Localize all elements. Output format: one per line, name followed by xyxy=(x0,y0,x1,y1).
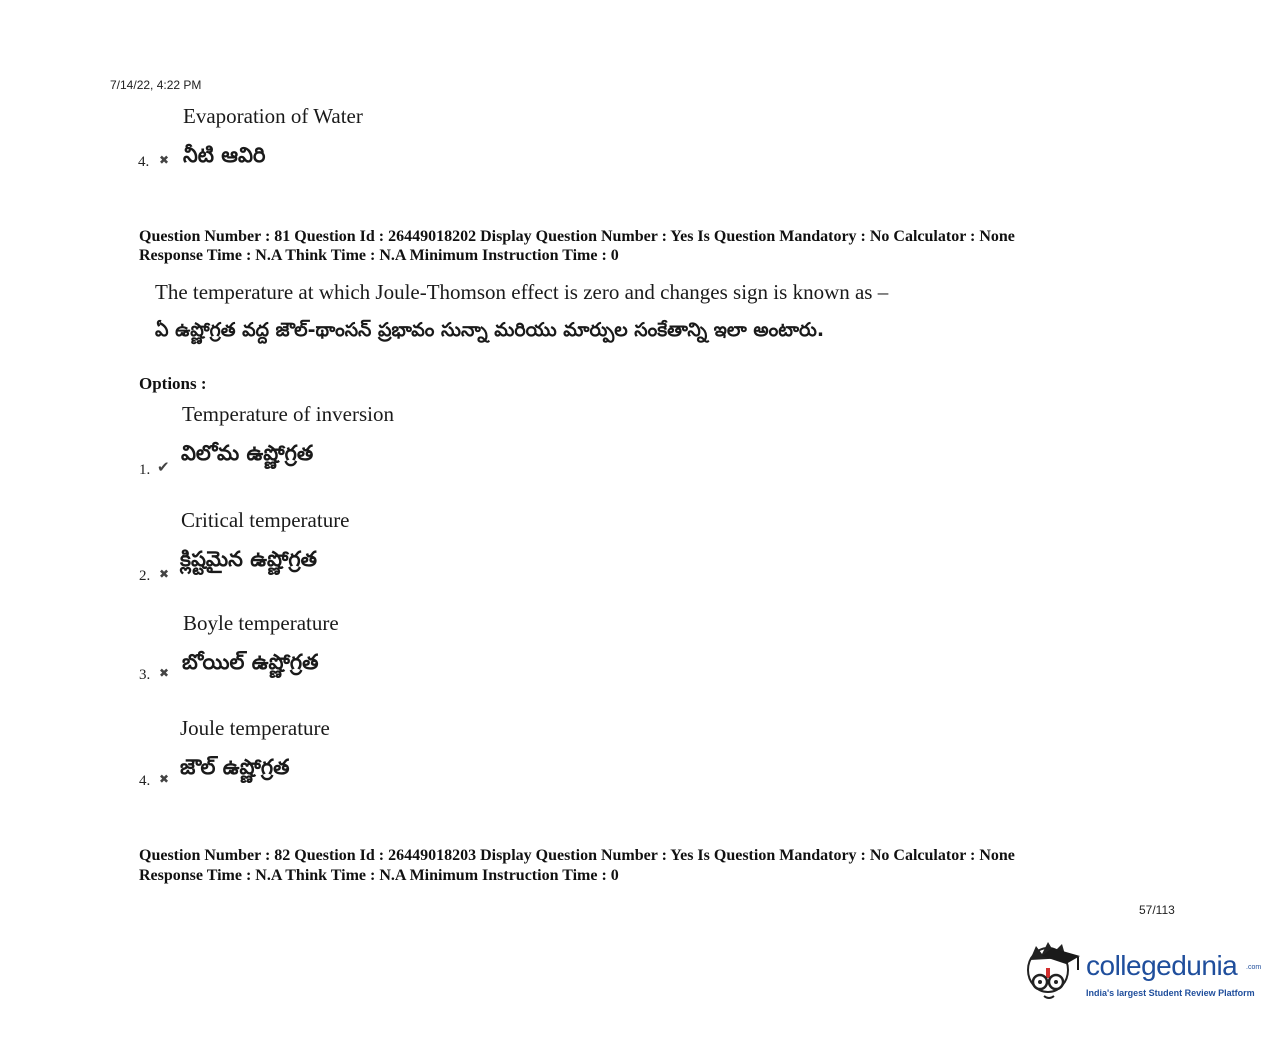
option-1-english: Temperature of inversion xyxy=(182,402,394,426)
logo-name: collegedunia xyxy=(1086,950,1238,981)
prev-option-4-english: Evaporation of Water xyxy=(183,104,363,128)
option-3-number: 3. xyxy=(139,667,151,683)
cross-icon: ✖ xyxy=(159,153,170,167)
option-4-english: Joule temperature xyxy=(180,716,330,740)
option-1-number: 1. xyxy=(139,462,151,478)
cross-icon: ✖ xyxy=(159,666,170,680)
option-2-telugu: క్లిష్టమైన ఉష్ణోగ్రత xyxy=(180,547,317,571)
question-81-text-telugu: ఏ ఉష్ణోగ్రత వద్ద జౌల్-థాంసన్ ప్రభావం సున్నా మరియు మార్పుల సంకేతాన్ని ఇలా అంటారు. xyxy=(155,319,825,341)
prev-option-4-number: 4. xyxy=(138,154,150,170)
page-number: 57/113 xyxy=(1139,903,1175,917)
collegedunia-logo xyxy=(1022,938,1262,1010)
question-81-meta-line1: Question Number : 81 Question Id : 26449018202 Display Question Number : Yes Is Question Mandatory : No Calculator : None xyxy=(139,228,1015,245)
print-timestamp: 7/14/22, 4:22 PM xyxy=(110,78,202,92)
logo-tagline: India's largest Student Review Platform xyxy=(1086,988,1255,998)
options-label: Options : xyxy=(139,374,207,393)
option-2-english: Critical temperature xyxy=(181,508,350,532)
option-4-telugu: జౌల్ ఉష్ణోగ్రత xyxy=(180,755,290,779)
question-82-meta-line1: Question Number : 82 Question Id : 26449018203 Display Question Number : Yes Is Question Mandatory : No Calculator : None xyxy=(139,847,1015,864)
option-1-telugu: విలోమ ఉష్ణోగ్రత xyxy=(181,441,314,465)
check-icon: ✔ xyxy=(157,458,170,476)
cross-icon: ✖ xyxy=(159,567,170,581)
option-4-number: 4. xyxy=(139,773,151,789)
question-81-meta-line2: Response Time : N.A Think Time : N.A Minimum Instruction Time : 0 xyxy=(139,247,619,264)
option-3-english: Boyle temperature xyxy=(183,611,339,635)
question-82-meta-line2: Response Time : N.A Think Time : N.A Minimum Instruction Time : 0 xyxy=(139,867,619,884)
prev-option-4-telugu: నీటి ఆవిరి xyxy=(183,143,266,167)
question-81-text-english: The temperature at which Joule-Thomson effect is zero and changes sign is known as – xyxy=(155,280,889,304)
cross-icon: ✖ xyxy=(159,772,170,786)
option-2-number: 2. xyxy=(139,568,151,584)
logo-suffix: .com xyxy=(1246,964,1262,971)
option-3-telugu: బోయిల్ ఉష్ణోగ్రత xyxy=(182,650,319,674)
mascot-icon xyxy=(1022,938,1084,1010)
